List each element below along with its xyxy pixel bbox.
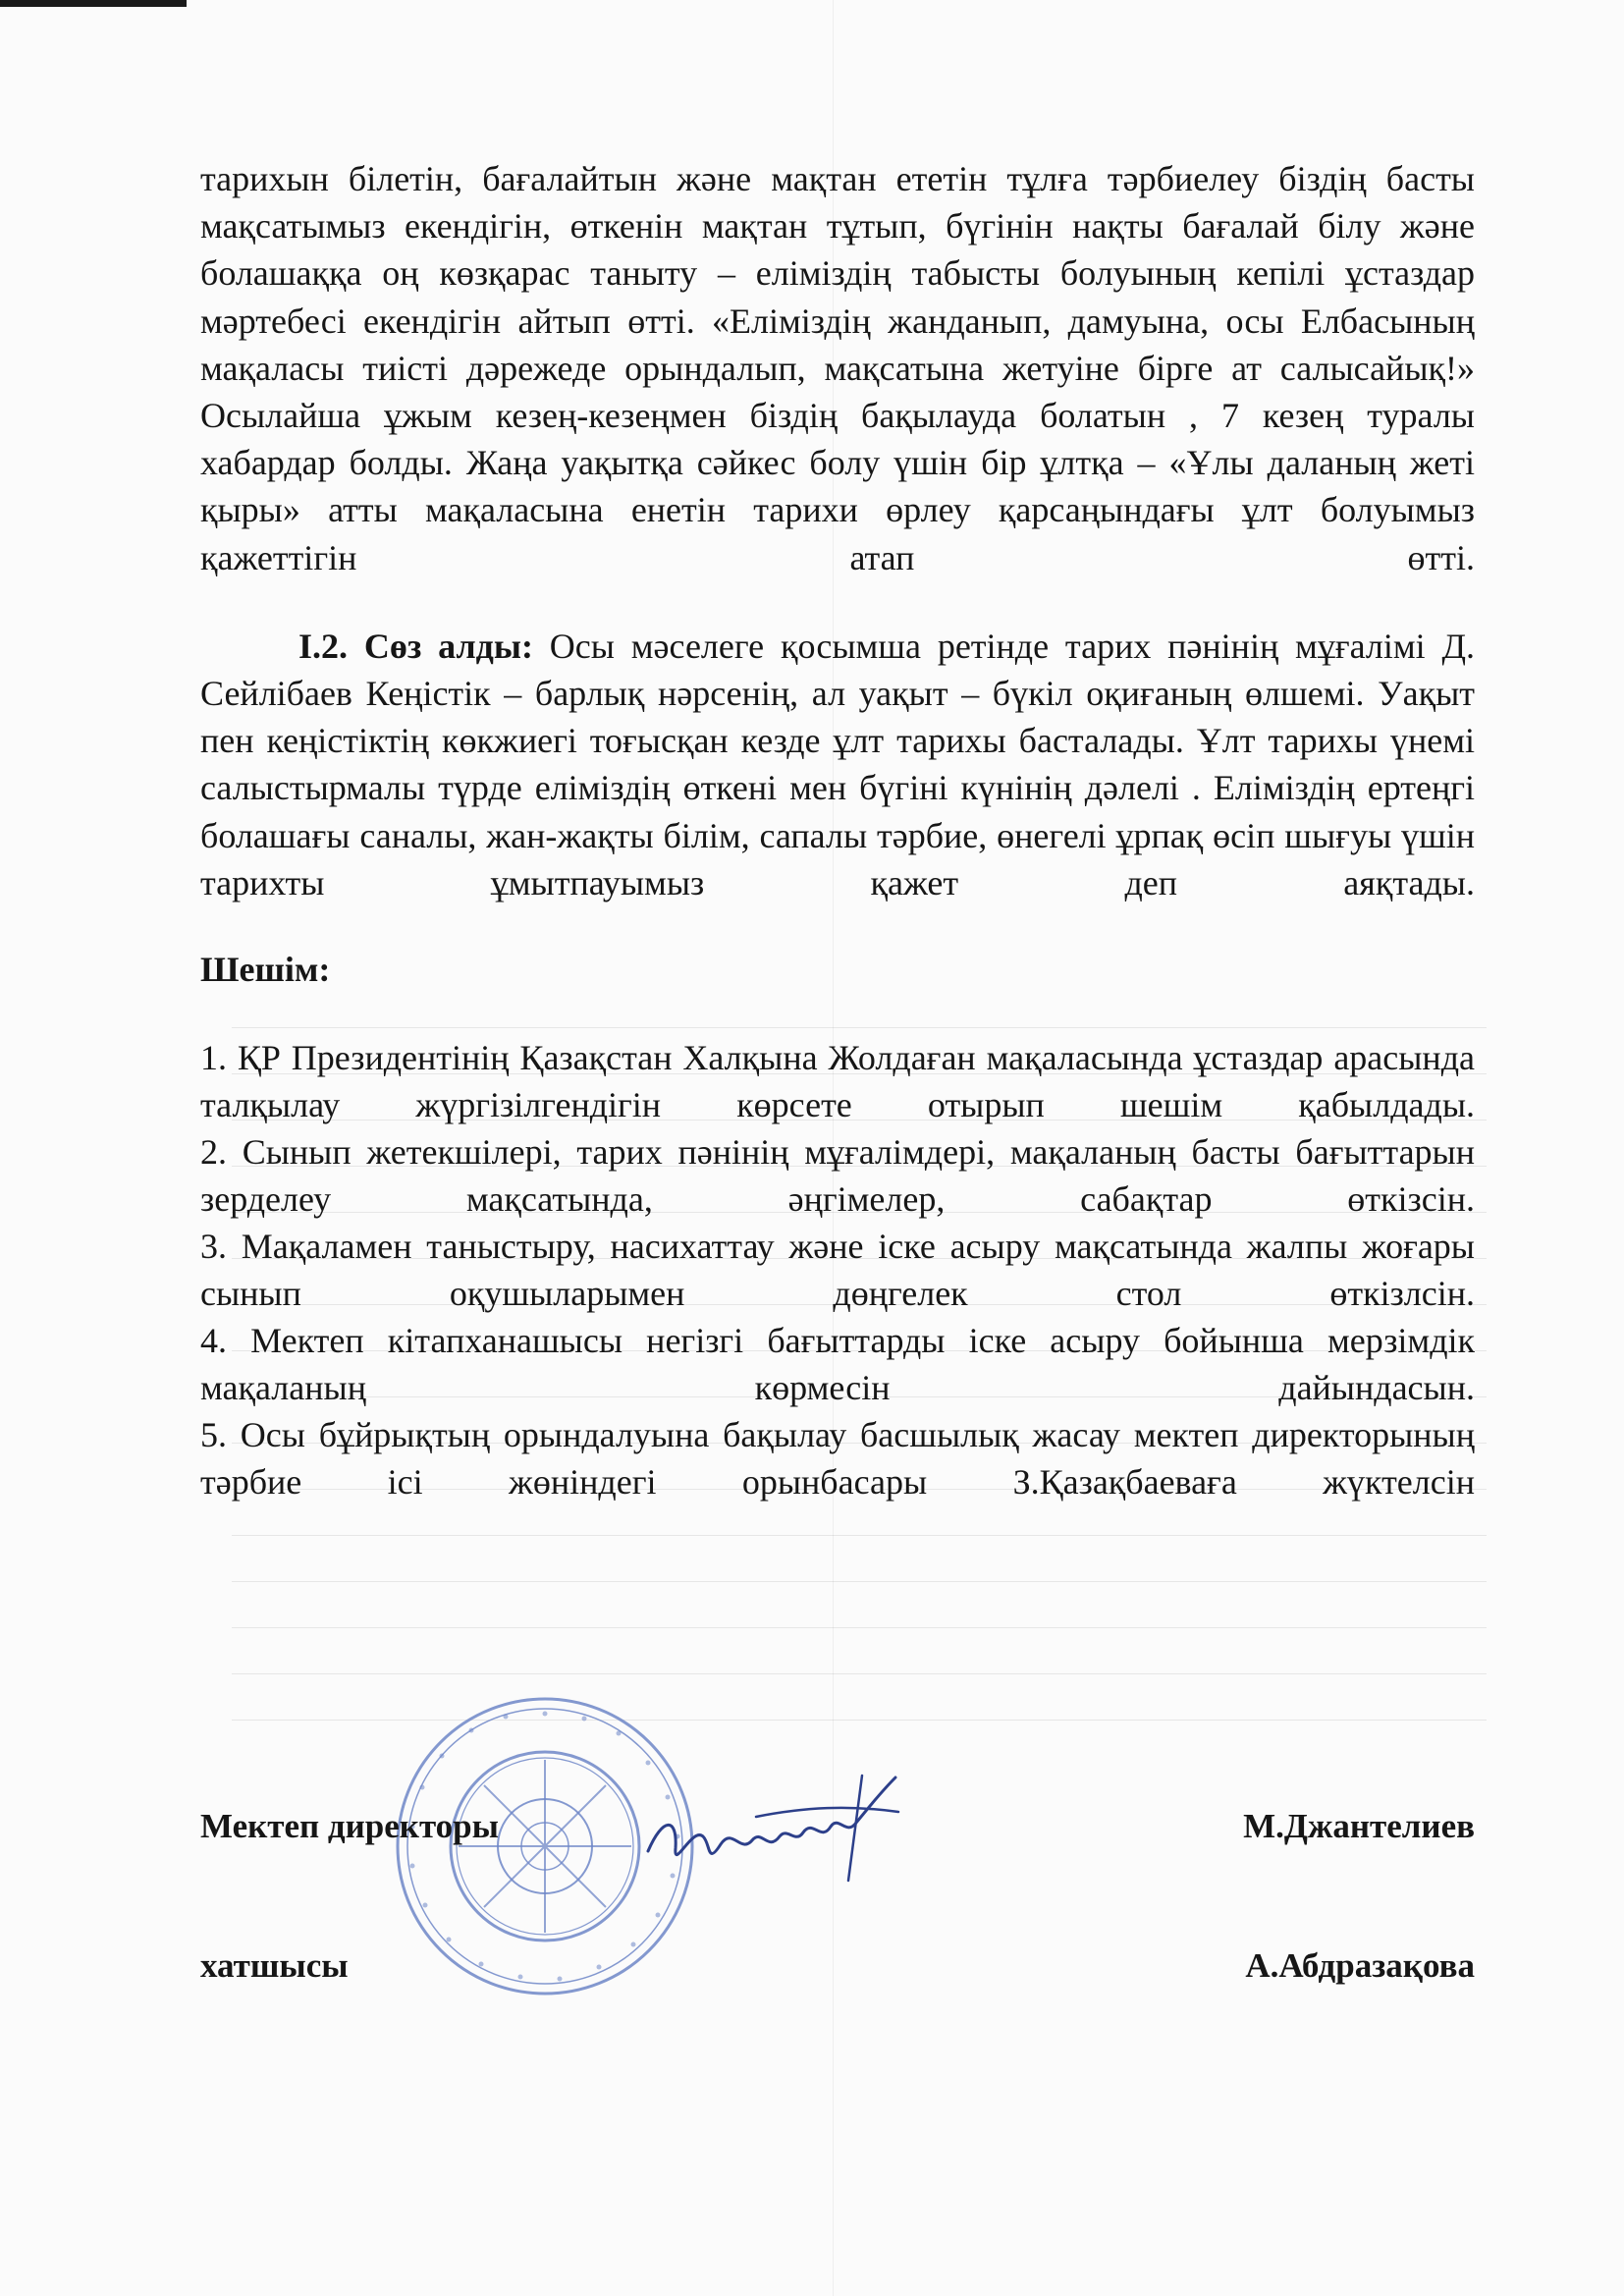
decision-item-3: 3. Мақаламен таныстыру, насихаттау және іске асыру мақсатында жалпы жоғары сынып оқушыларымен дөңгелек стол өткізлсін.: [200, 1227, 1475, 1314]
decision-item-4: 4. Мектеп кітапханашысы негізгі бағыттарды іске асыру бойынша мерзімдік мақаланың көрмесін дайындасын.: [200, 1321, 1475, 1408]
intro-paragraph: тарихын білетін, бағалайтын және мақтан ететін тұлға тәрбиелеу біздің басты мақсатымыз екендігін, өткенін мақтан тұтып, бүгінін нақты бағалай білу және болашаққа оң көзқарас таныту – еліміздің табысты болуының кепілі ұстаздар мәртебесі екендігін айтып өтті. «Еліміздің жанданып, дамуына, осы Елбасының мақаласы тиісті дәрежеде орындалып, мақсатына жетуіне бірге ат салысайық!» Осылайша ұжым кезең-кезеңмен біздің бақылауда болатын , 7 кезең туралы хабардар болды. Жаңа уақытқа сәйкес болу үшін бір ұлтқа – «Ұлы даланың жеті қыры» атты мақаласына енетін тарихи өрлеу қарсаңындағы ұлт болуымыз қажеттігін атап өтті.: [200, 159, 1475, 577]
section-text: Осы мәселеге қосымша ретінде тарих пәнінің мұғалімі Д. Сейлібаев Кеңістік – барлық нәрсенің, ал уақыт – бүкіл оқиғаның өлшемі. Уақыт пен кеңістіктің көкжиегі тоғысқан кезде ұлт тарихы басталады. Ұлт тарихы үнемі салыстырмалы түрде еліміздің өткені мен бүгіні күнінің дәлелі . Еліміздің ертеңгі болашағы саналы, жан-жақты білім, сапалы тәрбие, өнегелі ұрпақ өсіп шығуы үшін тарихты ұмытпауымыз қажет деп аяқтады.: [200, 626, 1476, 902]
section-paragraph: [200, 623, 1475, 906]
signature-row-director: [200, 1807, 1475, 1856]
document-body: [200, 155, 1475, 1505]
section-label: I.2. Сөз алды:: [298, 626, 533, 666]
signature-row-secretary: [200, 1946, 1475, 1995]
decision-item-1: 1. ҚР Президентінің Қазақстан Халқына Жолдаған мақаласында ұстаздар арасында талқылау жүргізілгендігін көрсете отырып шешім қабылдады.: [200, 1038, 1475, 1125]
signature-name: М.Джантелиев: [1243, 1807, 1475, 1845]
decision-heading: Шешім:: [200, 950, 331, 990]
decision-item-5: 5. Осы бұйрықтың орындалуына бақылау басшылық жасау мектеп директорының тәрбие ісі жөніндегі орынбасары З.Қазақбаеваға жүктелсін: [200, 1415, 1475, 1503]
signature-role: Мектеп директоры: [200, 1807, 499, 1845]
decision-item-2: 2. Сынып жетекшілері, тарих пәнінің мұғалімдері, мақаланың басты бағыттарын зерделеу мақсатында, әңгімелер, сабақтар өткізсін.: [200, 1132, 1475, 1220]
scan-corner-mark: [0, 0, 187, 7]
signature-name: А.Абдразақова: [1245, 1946, 1475, 1985]
signature-role: хатшысы: [200, 1946, 349, 1985]
